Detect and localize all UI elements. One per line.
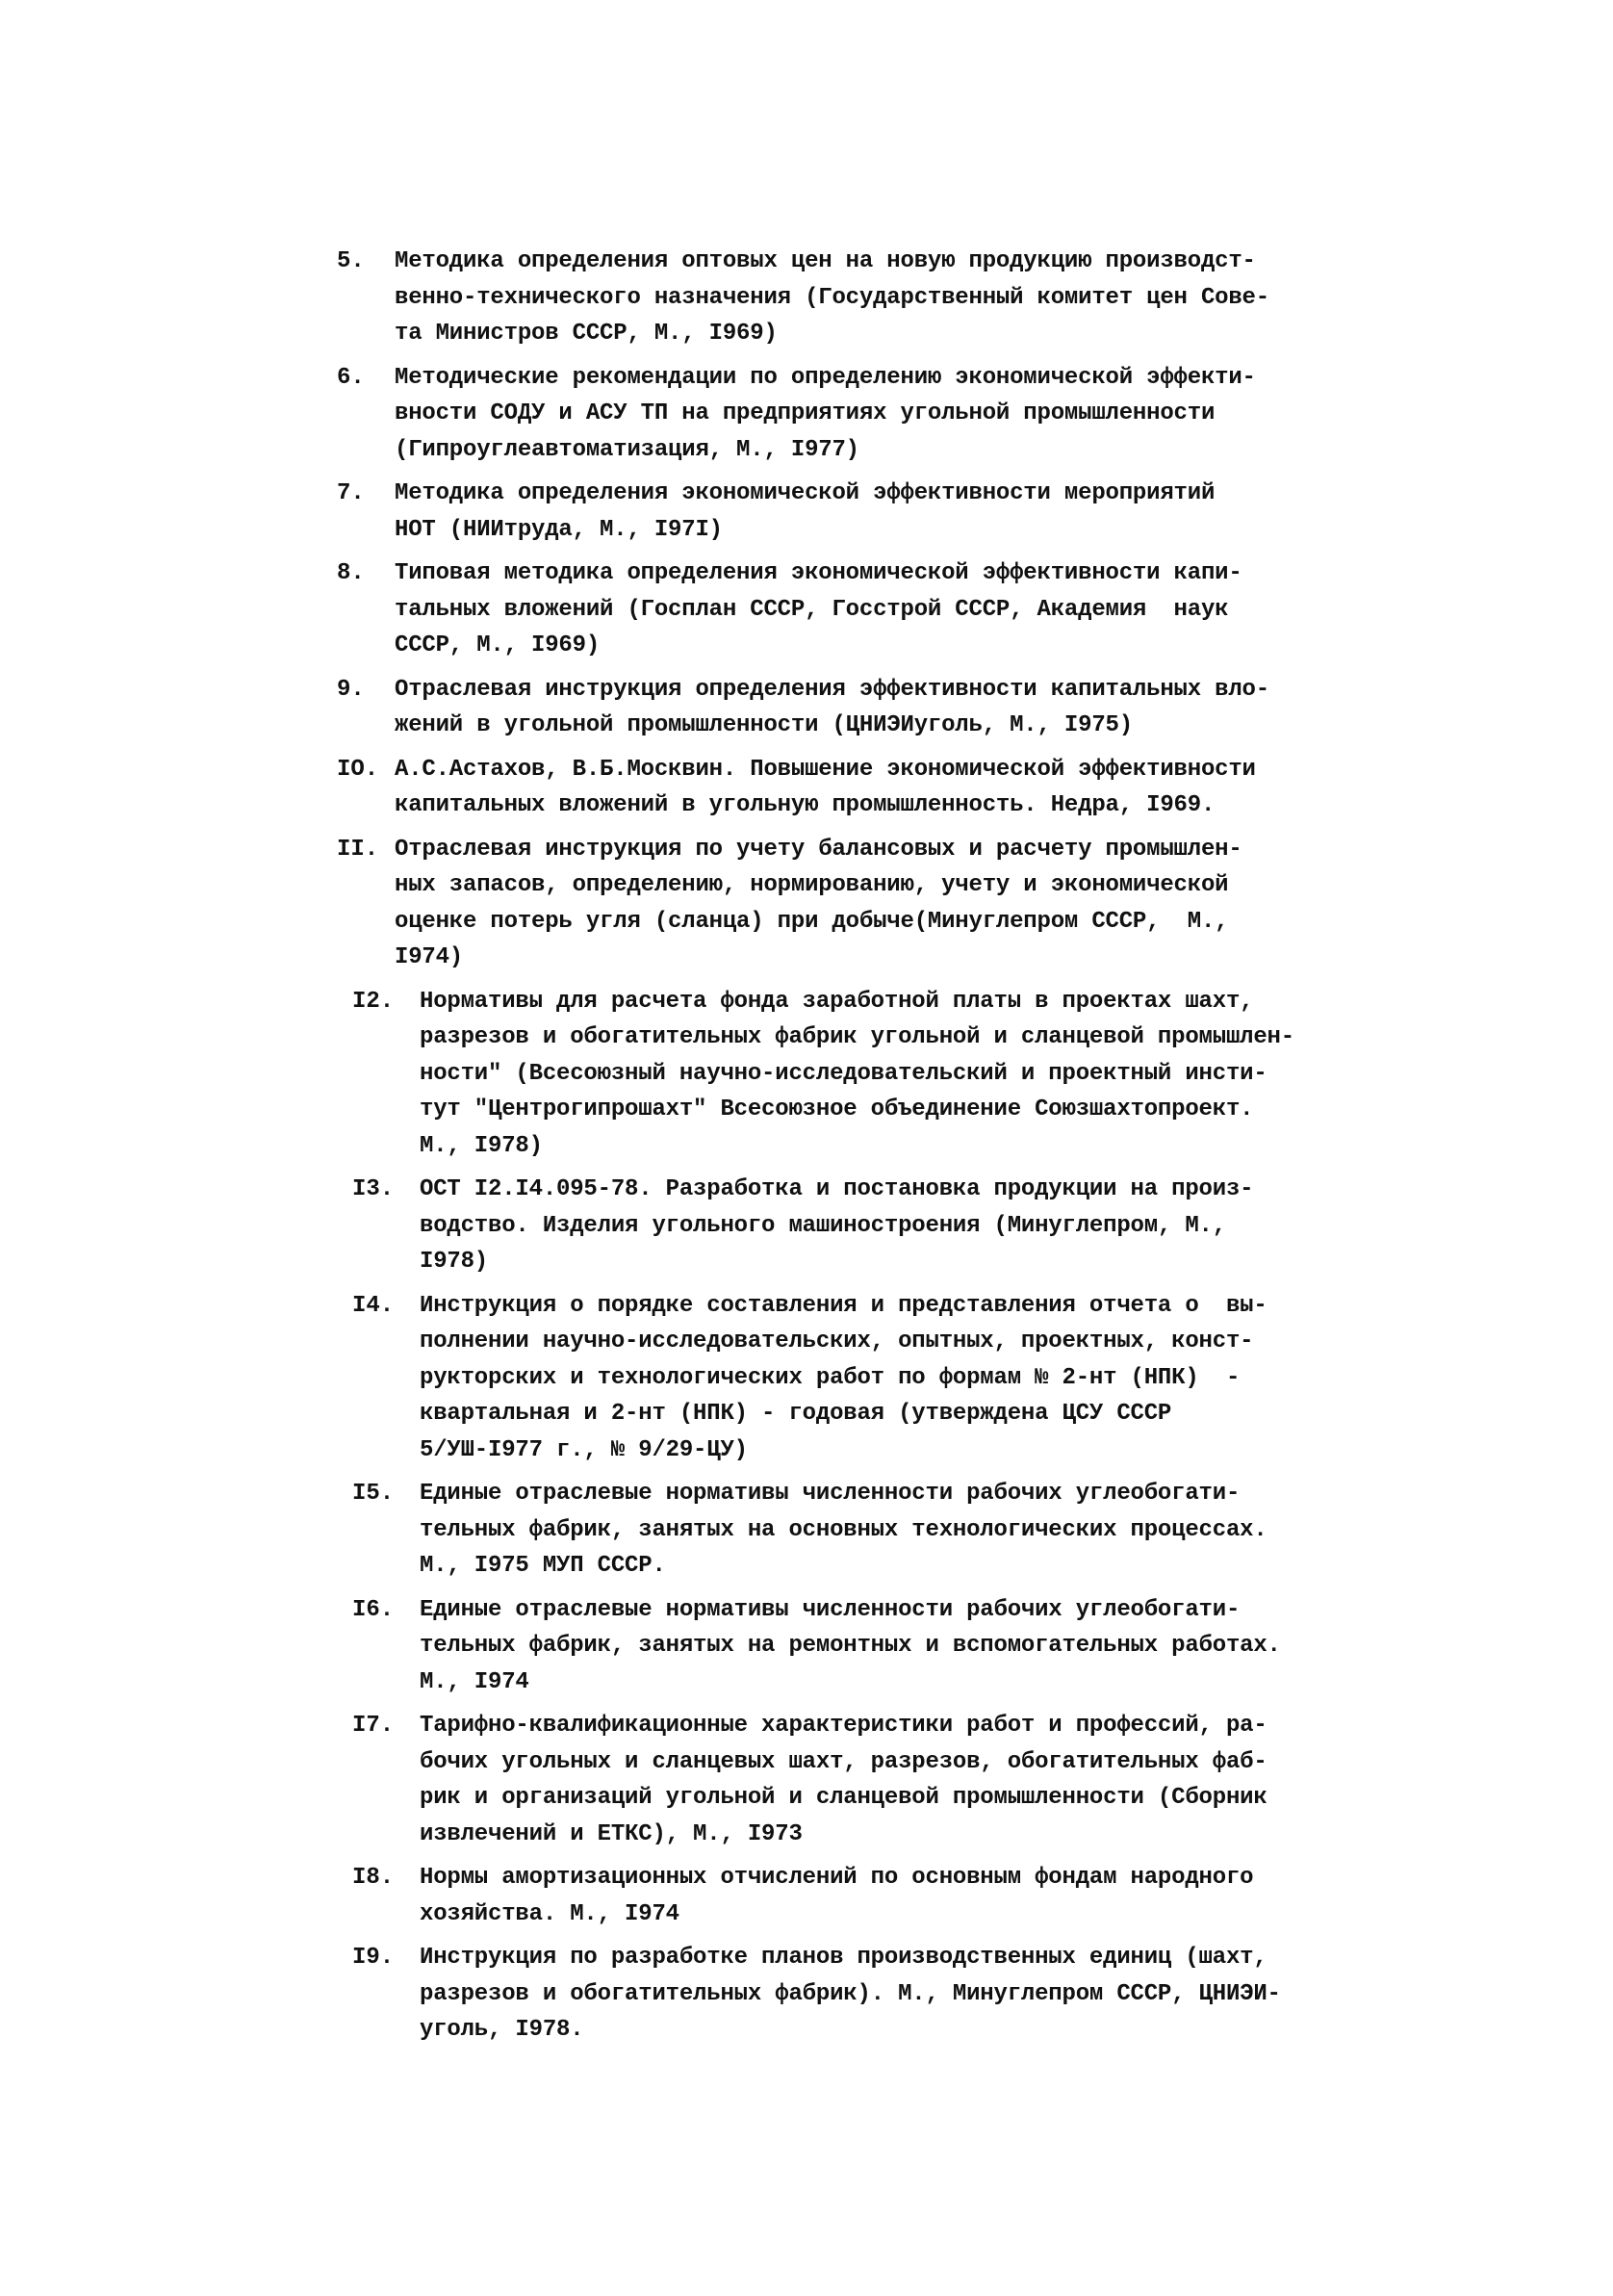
- reference-line: НОТ (НИИтруда, М., I97I): [395, 516, 723, 543]
- reference-number: 9.: [337, 676, 365, 703]
- reference-line: Нормативы для расчета фонда заработной платы в проектах шахт,: [420, 988, 1254, 1015]
- reference-line: Типовая методика определения экономической эффективности капи-: [395, 560, 1242, 586]
- reference-line: Тарифно-квалификационные характеристики работ и профессий, ра-: [420, 1713, 1267, 1739]
- reference-line: Методические рекомендации по определению экономической эффекти-: [395, 364, 1256, 391]
- reference-line: квартальная и 2-нт (НПК) - годовая (утверждена ЦСУ СССР: [420, 1401, 1172, 1427]
- reference-number: I5.: [352, 1481, 395, 1507]
- reference-line: хозяйства. М., I974: [420, 1900, 679, 1927]
- reference-line: Инструкция по разработке планов производственных единиц (шахт,: [420, 1945, 1267, 1971]
- reference-line: Единые отраслевые нормативы численности рабочих углеобогати-: [420, 1481, 1241, 1507]
- reference-text: [395, 476, 1613, 548]
- reference-line: рукторских и технологических работ по формам № 2-нт (НПК) -: [420, 1364, 1241, 1391]
- reference-item: [0, 1592, 1613, 1701]
- reference-number: I6.: [352, 1596, 395, 1623]
- reference-line: извлечений и ЕТКС), М., I973: [420, 1820, 803, 1847]
- reference-line: А.С.Астахов, В.Б.Москвин. Повышение экономической эффективности: [395, 756, 1256, 783]
- reference-number: I4.: [352, 1292, 395, 1319]
- reference-number: 8.: [337, 560, 365, 586]
- reference-item: [0, 1708, 1613, 1852]
- reference-number: I3.: [352, 1176, 395, 1202]
- reference-line: разрезов и обогатительных фабрик). М., Минуглепром СССР, ЦНИЭИ-: [420, 1980, 1281, 2007]
- reference-line: разрезов и обогатительных фабрик угольной и сланцевой промышлен-: [420, 1024, 1294, 1050]
- reference-text: [420, 1172, 1613, 1280]
- reference-line: Инструкция о порядке составления и представления отчета о вы-: [420, 1292, 1267, 1319]
- reference-text: [420, 1708, 1613, 1852]
- reference-item: [0, 752, 1613, 824]
- reference-line: 5/УШ-I977 г., № 9/29-ЦУ): [420, 1436, 748, 1463]
- reference-line: ных запасов, определению, нормированию, учету и экономической: [395, 872, 1229, 898]
- reference-line: М., I975 МУП СССР.: [420, 1553, 666, 1579]
- reference-text: [395, 360, 1613, 469]
- reference-item: [0, 1476, 1613, 1585]
- reference-number: IO.: [337, 756, 379, 783]
- reference-line: Методика определения экономической эффективности мероприятий: [395, 480, 1216, 506]
- reference-item: [0, 1940, 1613, 2049]
- reference-line: та Министров СССР, М., I969): [395, 321, 778, 347]
- reference-text: [420, 1592, 1613, 1701]
- reference-number: II.: [337, 836, 379, 863]
- reference-item: [0, 1288, 1613, 1469]
- reference-line: жений в угольной промышленности (ЦНИЭИуголь, М., I975): [395, 712, 1133, 738]
- reference-item: [0, 672, 1613, 744]
- reference-text: [420, 1860, 1613, 1932]
- reference-number: I7.: [352, 1713, 395, 1739]
- reference-line: капитальных вложений в угольную промышленность. Недра, I969.: [395, 792, 1216, 818]
- reference-line: тельных фабрик, занятых на основных технологических процессах.: [420, 1516, 1267, 1543]
- reference-line: оценке потерь угля (сланца) при добыче(Минуглепром СССР, М.,: [395, 908, 1229, 935]
- reference-line: водство. Изделия угольного машиностроения (Минуглепром, М.,: [420, 1212, 1226, 1239]
- reference-line: ОСТ I2.I4.095-78. Разработка и постановка продукции на произ-: [420, 1176, 1254, 1202]
- reference-item: [0, 832, 1613, 976]
- reference-item: [0, 984, 1613, 1165]
- reference-line: бочих угольных и сланцевых шахт, разрезов, обогатительных фаб-: [420, 1748, 1267, 1775]
- reference-item: [0, 476, 1613, 548]
- reference-number: I2.: [352, 988, 395, 1015]
- reference-line: тут "Центрогипрошахт" Всесоюзное объединение Союзшахтопроект.: [420, 1096, 1254, 1122]
- reference-number: 6.: [337, 364, 365, 391]
- reference-text: [420, 984, 1613, 1165]
- reference-line: Отраслевая инструкция по учету балансовых и расчету промышлен-: [395, 836, 1242, 863]
- reference-item: [0, 1172, 1613, 1280]
- reference-number: 5.: [337, 248, 365, 274]
- reference-text: [395, 752, 1613, 824]
- reference-item: [0, 1860, 1613, 1932]
- reference-text: [420, 1940, 1613, 2049]
- reference-line: вности СОДУ и АСУ ТП на предприятиях угольной промышленности: [395, 400, 1216, 426]
- reference-number: 7.: [337, 480, 365, 506]
- reference-line: венно-технического назначения (Государственный комитет цен Сове-: [395, 284, 1269, 311]
- reference-line: Отраслевая инструкция определения эффективности капитальных вло-: [395, 676, 1269, 703]
- reference-line: тельных фабрик, занятых на ремонтных и вспомогательных работах.: [420, 1633, 1281, 1659]
- reference-line: I974): [395, 944, 464, 970]
- reference-text: [395, 832, 1613, 976]
- reference-text: [395, 555, 1613, 664]
- reference-line: тальных вложений (Госплан СССР, Госстрой СССР, Академия наук: [395, 596, 1229, 623]
- reference-line: полнении научно-исследовательских, опытных, проектных, конст-: [420, 1329, 1254, 1354]
- reference-line: рик и организаций угольной и сланцевой промышленности (Сборник: [420, 1785, 1267, 1811]
- reference-text: [395, 244, 1613, 352]
- reference-line: ности" (Всесоюзный научно-исследовательский и проектный инсти-: [420, 1060, 1267, 1087]
- reference-line: СССР, М., I969): [395, 632, 601, 658]
- reference-item: [0, 360, 1613, 469]
- reference-text: [420, 1288, 1613, 1469]
- reference-item: [0, 244, 1613, 352]
- reference-line: Единые отраслевые нормативы численности рабочих углеобогати-: [420, 1596, 1241, 1623]
- reference-line: Методика определения оптовых цен на новую продукцию производст-: [395, 248, 1256, 274]
- reference-line: уголь, I978.: [420, 2017, 584, 2043]
- reference-line: Нормы амортизационных отчислений по основным фондам народного: [420, 1865, 1254, 1891]
- reference-line: (Гипроуглеавтоматизация, М., I977): [395, 436, 859, 463]
- reference-line: М., I978): [420, 1132, 543, 1159]
- reference-item: [0, 555, 1613, 664]
- reference-line: М., I974: [420, 1668, 529, 1695]
- reference-text: [395, 672, 1613, 744]
- reference-text: [420, 1476, 1613, 1585]
- reference-number: I8.: [352, 1865, 395, 1891]
- reference-list: [0, 244, 1613, 2056]
- reference-number: I9.: [352, 1945, 395, 1971]
- reference-line: I978): [420, 1249, 489, 1275]
